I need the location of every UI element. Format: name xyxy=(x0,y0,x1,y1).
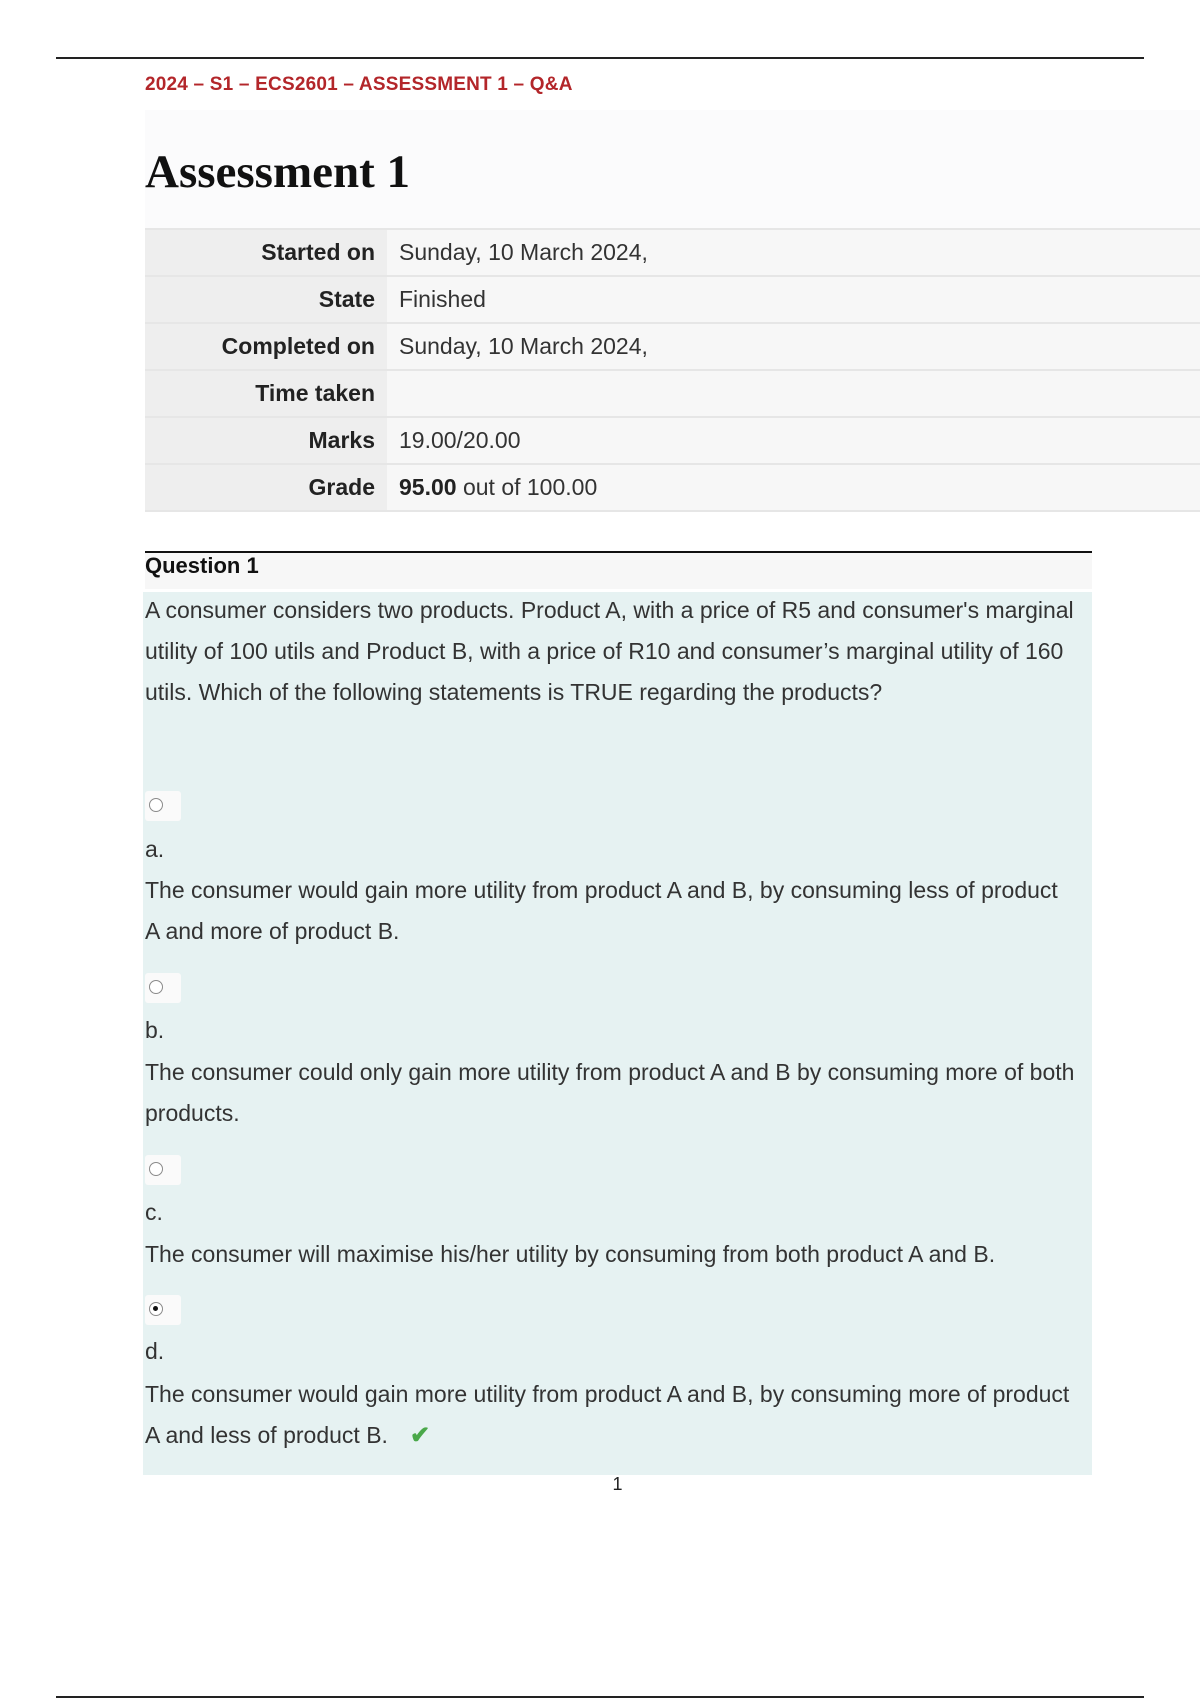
option-a-letter: a. xyxy=(145,836,165,862)
summary-value: Finished xyxy=(387,276,1200,323)
summary-label: Started on xyxy=(145,229,387,276)
summary-value: Sunday, 10 March 2024, xyxy=(387,323,1200,370)
summary-label: Grade xyxy=(145,464,387,511)
bottom-rule xyxy=(56,1696,1144,1698)
summary-value: 19.00/20.00 xyxy=(387,417,1200,464)
summary-label: State xyxy=(145,276,387,323)
summary-row-started xyxy=(145,229,1200,276)
radio-selected-icon xyxy=(149,1302,163,1316)
summary-value xyxy=(387,370,1200,417)
summary-row-time xyxy=(145,370,1200,417)
attempt-summary-table xyxy=(145,228,1200,512)
option-d-label: The consumer would gain more utility from product A and B, by consuming more of product A and less of product B. xyxy=(145,1381,1070,1448)
page-number: 1 xyxy=(612,1474,623,1494)
option-a-radio[interactable] xyxy=(145,791,181,821)
option-d-text xyxy=(145,1374,1075,1456)
summary-label: Marks xyxy=(145,417,387,464)
option-c-letter: c. xyxy=(145,1199,163,1225)
grade-score: 95.00 xyxy=(399,474,457,500)
option-a-text: The consumer would gain more utility from product A and B, by consuming less of product A and more of product B. xyxy=(145,877,1058,944)
summary-label: Completed on xyxy=(145,323,387,370)
grade-out-of: out of 100.00 xyxy=(456,474,598,500)
summary-row-state xyxy=(145,276,1200,323)
option-b-radio[interactable] xyxy=(145,973,181,1003)
radio-circle-icon xyxy=(149,1162,163,1176)
question-text: A consumer considers two products. Product A, with a price of R5 and consumer's marginal utility of 100 utils and Product B, with a price of R10 and consumer’s marginal utility of 160 utils. Which of the following statements is TRUE regarding the products? xyxy=(145,597,1074,705)
option-b-letter: b. xyxy=(145,1017,165,1043)
option-d-letter: d. xyxy=(145,1338,165,1364)
summary-value: Sunday, 10 March 2024, xyxy=(387,229,1200,276)
question-number: Question 1 xyxy=(145,553,1092,589)
summary-label: Time taken xyxy=(145,370,387,417)
option-b-text: The consumer could only gain more utility from product A and B by consuming more of both products. xyxy=(145,1059,1075,1126)
summary-row-marks xyxy=(145,417,1200,464)
radio-circle-icon xyxy=(149,798,163,812)
page-title: Assessment 1 xyxy=(145,146,411,198)
check-icon: ✔ xyxy=(409,1422,431,1449)
question-panel xyxy=(143,592,1092,1475)
option-d-radio[interactable] xyxy=(145,1295,181,1325)
top-rule xyxy=(56,57,1144,59)
radio-circle-icon xyxy=(149,980,163,994)
option-c-radio[interactable] xyxy=(145,1155,181,1185)
summary-row-grade xyxy=(145,464,1200,511)
option-c-text: The consumer will maximise his/her utility by consuming from both product A and B. xyxy=(145,1241,996,1267)
page-header: 2024 – S1 – ECS2601 – ASSESSMENT 1 – Q&A xyxy=(145,74,573,95)
summary-value xyxy=(387,464,1200,511)
summary-row-completed xyxy=(145,323,1200,370)
